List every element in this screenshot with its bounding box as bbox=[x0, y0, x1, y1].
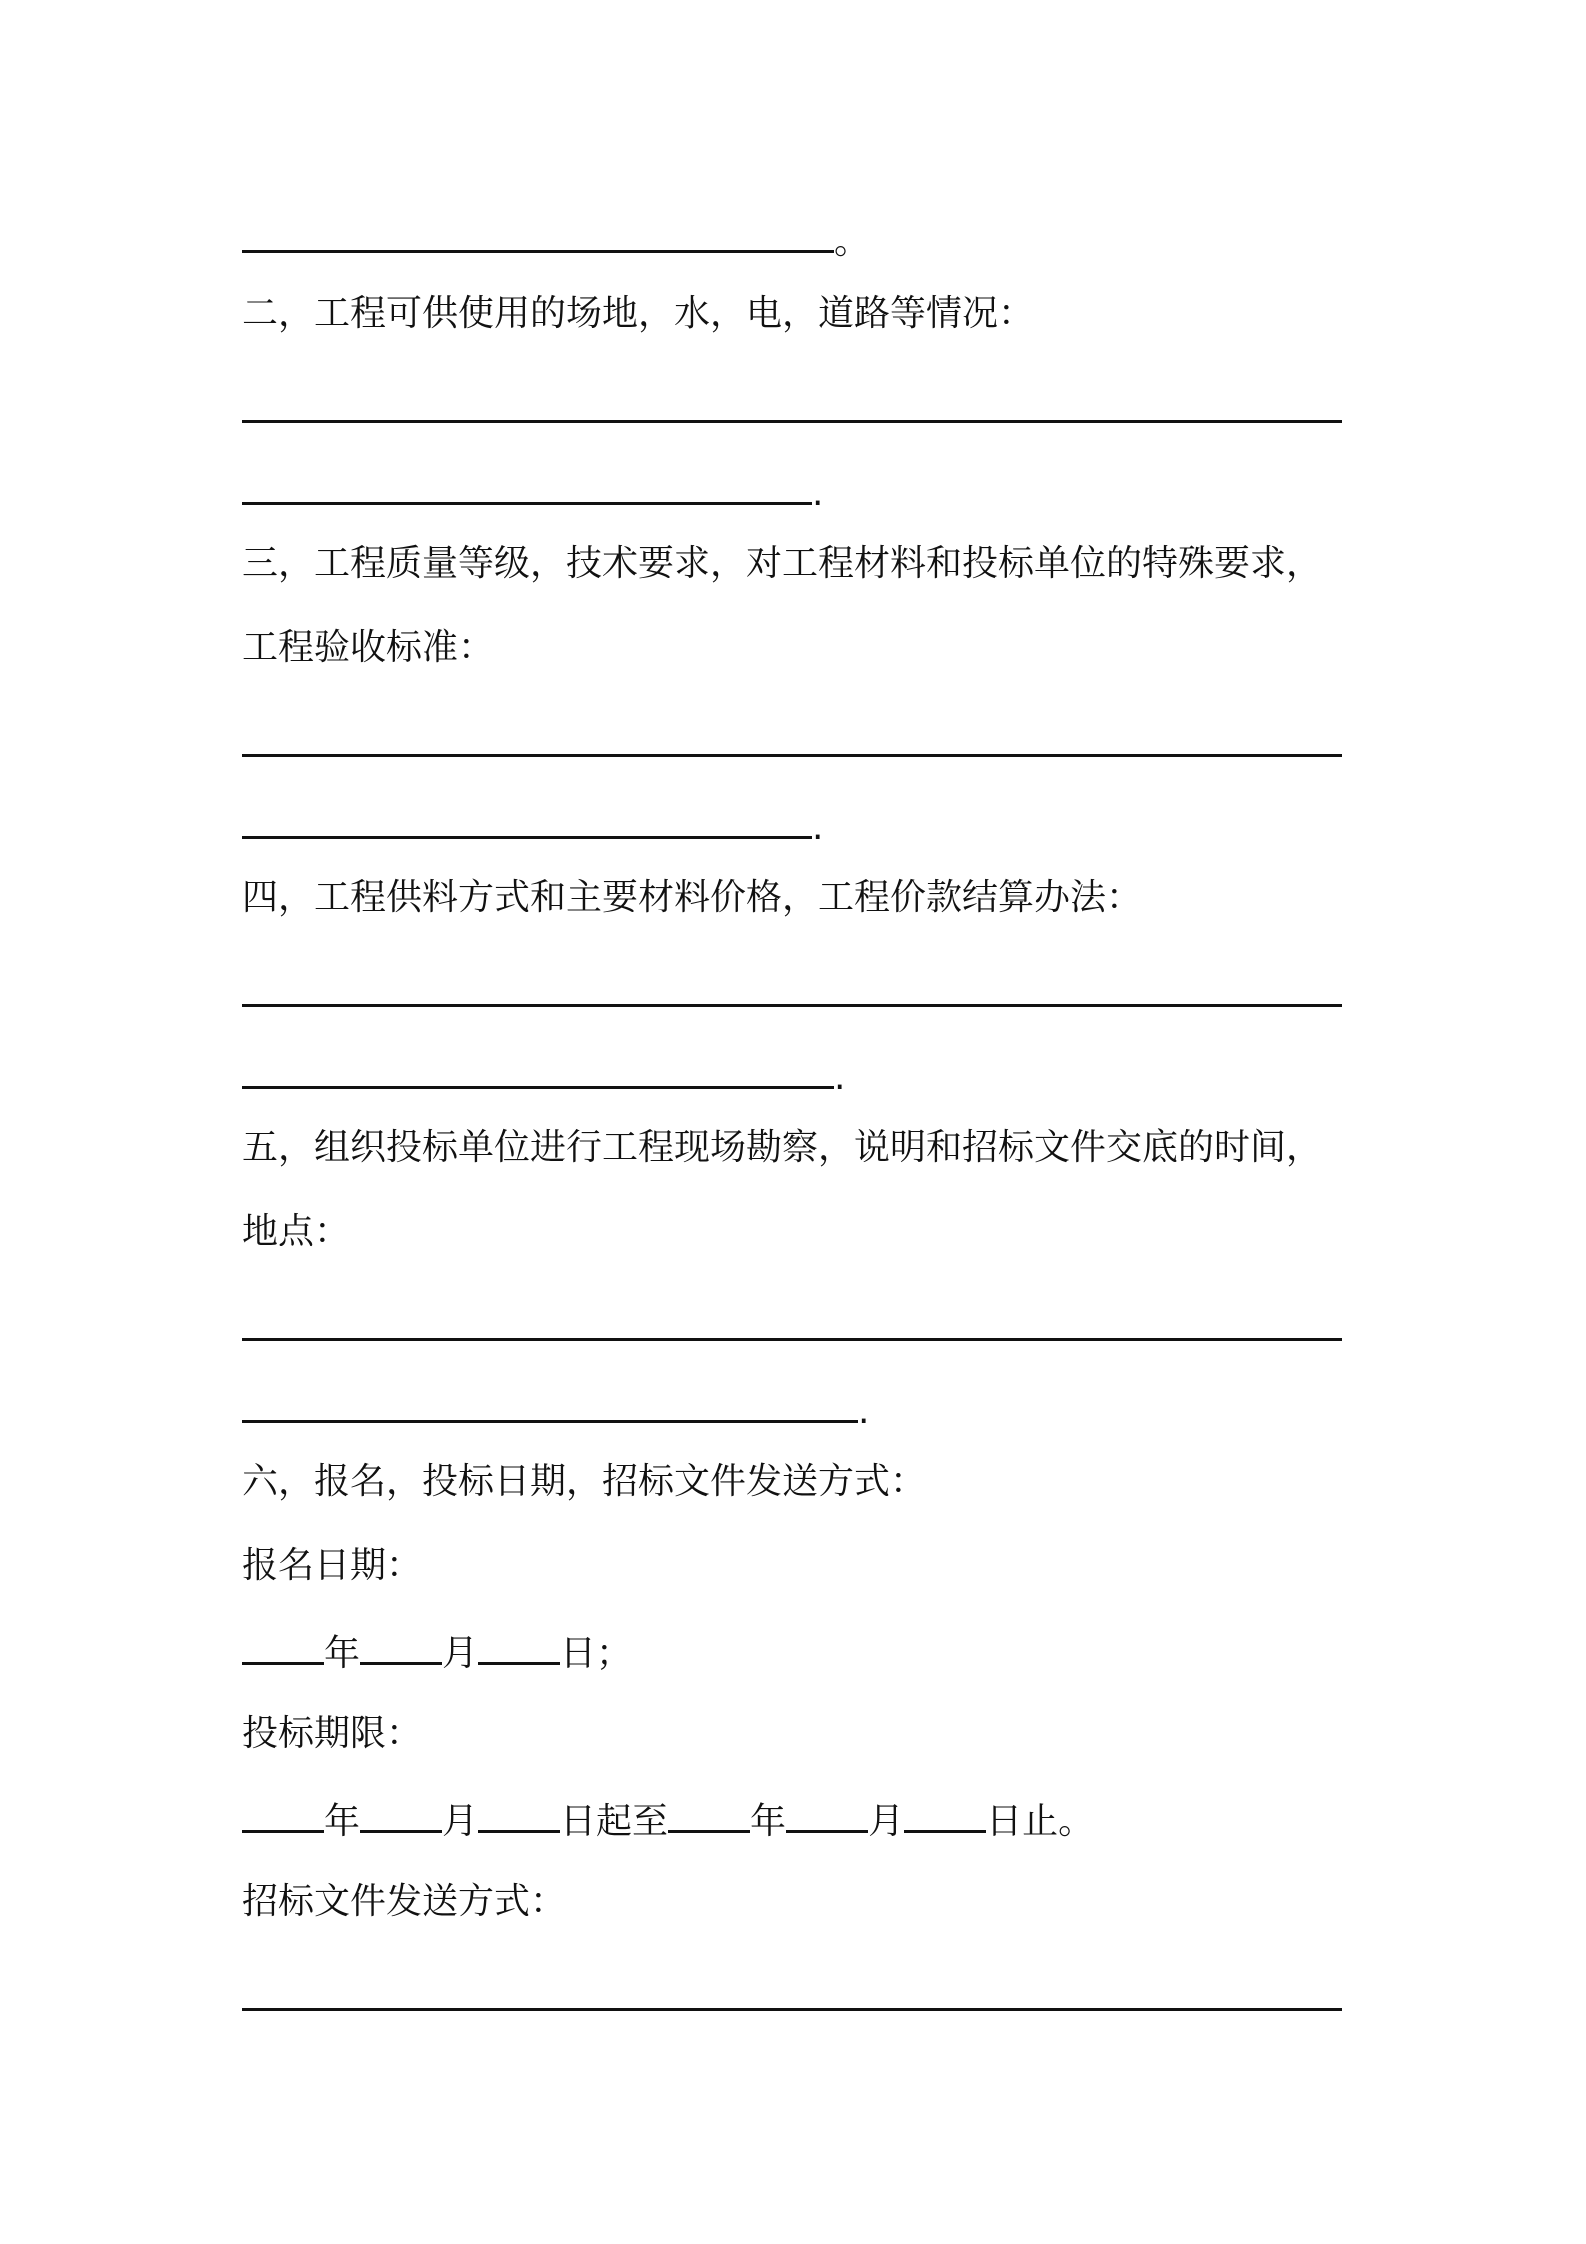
fill-blank[interactable] bbox=[242, 1302, 1342, 1341]
end-day-blank[interactable] bbox=[904, 1794, 986, 1833]
registration-date-label: 报名日期： bbox=[242, 1545, 423, 1586]
section-five-heading: 五，组织投标单位进行工程现场勘察，说明和招标文件交底的时间， bbox=[242, 1127, 1323, 1168]
fill-blank[interactable] bbox=[242, 466, 812, 505]
line-end-punct: . bbox=[812, 473, 824, 514]
end-year-blank[interactable] bbox=[668, 1794, 750, 1833]
section-three-heading-cont: 工程验收标准： bbox=[242, 627, 495, 668]
blank-line-short bbox=[242, 466, 823, 514]
line-end-punct: 。 bbox=[834, 221, 871, 262]
month-label: 月 bbox=[442, 1801, 479, 1842]
year-blank[interactable] bbox=[242, 1626, 324, 1665]
fill-blank[interactable] bbox=[242, 800, 812, 839]
blank-line-full bbox=[242, 1972, 1342, 2020]
blank-line-full bbox=[242, 968, 1342, 1016]
start-year-blank[interactable] bbox=[242, 1794, 324, 1833]
fill-blank[interactable] bbox=[242, 1050, 834, 1089]
section-two-heading: 二，工程可供使用的场地，水，电，道路等情况： bbox=[242, 293, 1035, 334]
fill-blank[interactable] bbox=[242, 1972, 1342, 2011]
line-end-punct: . bbox=[834, 1057, 846, 1098]
end-month-blank[interactable] bbox=[786, 1794, 868, 1833]
blank-line-short bbox=[242, 1384, 869, 1432]
day-label: 日； bbox=[560, 1633, 633, 1674]
fill-blank[interactable] bbox=[242, 968, 1342, 1007]
blank-line-full bbox=[242, 1302, 1342, 1350]
document-delivery-label: 招标文件发送方式： bbox=[242, 1881, 567, 1922]
month-blank[interactable] bbox=[360, 1626, 442, 1665]
section-six-heading: 六，报名，投标日期，招标文件发送方式： bbox=[242, 1461, 927, 1502]
fill-blank[interactable] bbox=[242, 384, 1342, 423]
day-blank[interactable] bbox=[478, 1626, 560, 1665]
year-label: 年 bbox=[324, 1801, 361, 1842]
year-label: 年 bbox=[750, 1801, 787, 1842]
blank-line-full bbox=[242, 718, 1342, 766]
bid-period-label: 投标期限： bbox=[242, 1713, 423, 1754]
fill-blank[interactable] bbox=[242, 214, 834, 253]
day-label: 日止。 bbox=[986, 1801, 1095, 1842]
blank-line-short bbox=[242, 1050, 845, 1098]
blank-line-short bbox=[242, 800, 823, 848]
line-end-punct: . bbox=[812, 807, 824, 848]
line-end-punct: . bbox=[858, 1391, 870, 1432]
section-three-heading: 三，工程质量等级，技术要求，对工程材料和投标单位的特殊要求， bbox=[242, 543, 1323, 584]
bid-period-line bbox=[242, 1794, 1094, 1842]
start-day-blank[interactable] bbox=[478, 1794, 560, 1833]
start-month-blank[interactable] bbox=[360, 1794, 442, 1833]
section-four-heading: 四，工程供料方式和主要材料价格，工程价款结算办法： bbox=[242, 877, 1143, 918]
blank-line-1 bbox=[242, 214, 870, 262]
section-five-heading-cont: 地点： bbox=[242, 1211, 351, 1252]
month-label: 月 bbox=[442, 1633, 479, 1674]
year-label: 年 bbox=[324, 1633, 361, 1674]
fill-blank[interactable] bbox=[242, 718, 1342, 757]
fill-blank[interactable] bbox=[242, 1384, 858, 1423]
month-label: 月 bbox=[868, 1801, 905, 1842]
registration-date-line bbox=[242, 1626, 632, 1674]
blank-line-full bbox=[242, 384, 1342, 432]
from-to-label: 日起至 bbox=[560, 1801, 669, 1842]
